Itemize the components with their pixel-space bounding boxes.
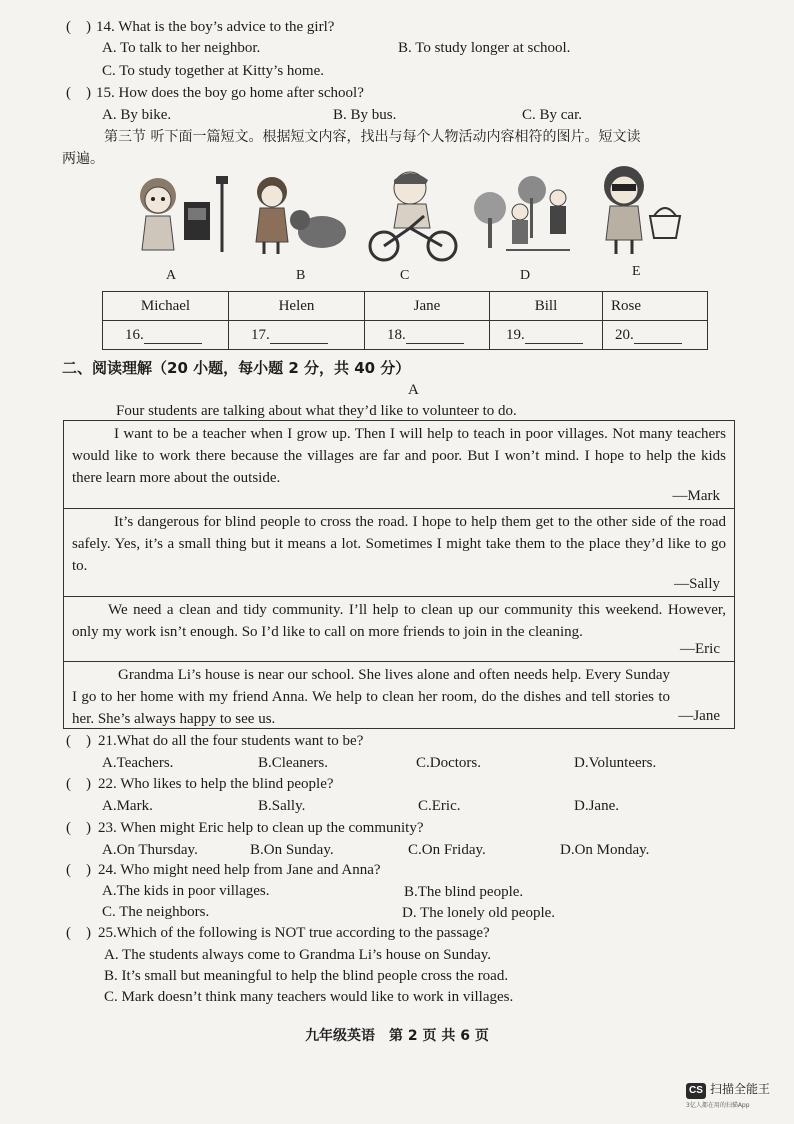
name-helen: Helen — [229, 292, 365, 321]
picture-label-a: A — [166, 268, 177, 283]
passage-box-sally — [63, 508, 735, 597]
q25-option-b: B. It’s small but meaningful to help the blind people cross the road. — [104, 968, 509, 984]
name-rose: Rose — [603, 292, 708, 321]
answer-paren-23[interactable]: ( ) — [66, 820, 91, 836]
picture-d-planting-trees — [470, 168, 580, 260]
q24-option-d: D. The lonely old people. — [402, 905, 556, 921]
answer-blank-19[interactable] — [525, 329, 583, 344]
passage-label: A — [408, 382, 419, 398]
answer-number-19: 19. — [506, 326, 525, 343]
reading-section-heading: 二、阅读理解（20 小题，每小题 2 分，共 40 分） — [62, 359, 411, 377]
answer-paren-14[interactable]: ( ) — [66, 19, 91, 35]
answer-cell-17[interactable] — [229, 321, 365, 350]
picture-c-boy-on-bike — [364, 166, 464, 266]
passage-box-jane — [63, 661, 735, 729]
q15-option-a: A. By bike. — [102, 107, 172, 123]
answer-cell-20[interactable] — [603, 321, 708, 350]
passage-text-jane: Grandma Li’s house is near our school. She lives alone and often needs help. Every Sunday I go to her home with my friend Anna. We help to clean her room, do the dishes and tell stories to her. She’s always happy to see us. — [72, 667, 670, 727]
cs-logo-icon: CS — [686, 1083, 706, 1099]
answer-paren-15[interactable]: ( ) — [66, 85, 91, 101]
name-jane: Jane — [365, 292, 490, 321]
question-24-stem: 24. Who might need help from Jane and Anna? — [98, 862, 381, 878]
picture-b-girl-with-dog — [244, 172, 354, 262]
scanner-app-tagline: 3亿人都在用的扫描App — [686, 1102, 750, 1109]
question-21-stem: 21.What do all the four students want to be? — [98, 733, 364, 749]
q14-option-c: C. To study together at Kitty’s home. — [102, 63, 324, 79]
picture-a-girl-at-desk — [120, 172, 240, 262]
answer-paren-21[interactable]: ( ) — [66, 733, 91, 749]
picture-label-c: C — [400, 268, 410, 283]
passage-intro: Four students are talking about what they’d like to volunteer to do. — [116, 403, 517, 419]
signature-jane: —Jane — [678, 708, 720, 724]
answer-cell-18[interactable] — [365, 321, 490, 350]
q15-option-c: C. By car. — [522, 107, 582, 123]
q15-option-b: B. By bus. — [333, 107, 397, 123]
answer-number-20: 20. — [615, 326, 634, 343]
q22-option-a: A.Mark. — [102, 798, 153, 814]
scanner-app-logo — [686, 1080, 771, 1109]
answer-cell-19[interactable] — [490, 321, 603, 350]
answer-number-16: 16. — [125, 326, 144, 343]
picture-label-d: D — [520, 268, 531, 283]
answer-blank-17[interactable] — [270, 329, 328, 344]
question-25-stem: 25.Which of the following is NOT true according to the passage? — [98, 925, 490, 941]
q21-option-b: B.Cleaners. — [258, 755, 328, 771]
name-michael: Michael — [103, 292, 229, 321]
q23-option-c: C.On Friday. — [408, 842, 486, 858]
answer-number-18: 18. — [387, 326, 406, 343]
q21-option-d: D.Volunteers. — [574, 755, 657, 771]
answer-blank-20[interactable] — [634, 329, 682, 344]
signature-mark: —Mark — [672, 488, 720, 504]
q24-option-b: B.The blind people. — [404, 884, 524, 900]
picture-label-e: E — [632, 264, 641, 279]
table-row — [103, 292, 708, 321]
q24-option-c: C. The neighbors. — [102, 904, 210, 920]
scanner-app-name: 扫描全能王 — [710, 1082, 771, 1096]
answer-number-17: 17. — [251, 326, 270, 343]
q21-option-c: C.Doctors. — [416, 755, 481, 771]
picture-label-b: B — [296, 268, 306, 283]
q25-option-a: A. The students always come to Grandma Li’s house on Sunday. — [104, 947, 492, 963]
question-22-stem: 22. Who likes to help the blind people? — [98, 776, 334, 792]
section3-instruction-cont: 两遍。 — [62, 151, 104, 167]
section3-instruction: 第三节 听下面一篇短文。根据短文内容，找出与每个人物活动内容相符的图片。短文读 — [104, 129, 641, 145]
passage-text-sally: It’s dangerous for blind people to cross the road. I hope to help them get to the other side of the road safely. Yes, it’s a small thing but it means a lot. Sometimes I might take them to the place they’d like to go to. — [72, 514, 726, 574]
q23-option-b: B.On Sunday. — [250, 842, 334, 858]
answer-paren-24[interactable]: ( ) — [66, 862, 91, 878]
q21-option-a: A.Teachers. — [102, 755, 174, 771]
matching-table — [102, 291, 708, 350]
q22-option-b: B.Sally. — [258, 798, 306, 814]
passage-text-eric: We need a clean and tidy community. I’ll help to clean up our community this weekend. However, only my work isn’t enough. So I’d like to call on more friends to join in the cleaning. — [72, 602, 726, 640]
q22-option-d: D.Jane. — [574, 798, 619, 814]
q14-option-a: A. To talk to her neighbor. — [102, 40, 261, 56]
answer-paren-25[interactable]: ( ) — [66, 925, 91, 941]
question-15-stem: 15. How does the boy go home after school? — [96, 85, 364, 101]
question-14-stem: 14. What is the boy’s advice to the girl? — [96, 19, 335, 35]
q25-option-c: C. Mark doesn’t think many teachers would like to work in villages. — [104, 989, 514, 1005]
table-row — [103, 321, 708, 350]
picture-e-girl-with-basket — [584, 160, 694, 260]
passage-box-mark — [63, 420, 735, 509]
answer-blank-16[interactable] — [144, 329, 202, 344]
page-footer: 九年级英语 第 2 页 共 6 页 — [305, 1028, 489, 1044]
answer-blank-18[interactable] — [406, 329, 464, 344]
answer-paren-22[interactable]: ( ) — [66, 776, 91, 792]
answer-cell-16[interactable] — [103, 321, 229, 350]
signature-eric: —Eric — [680, 641, 720, 657]
q24-option-a: A.The kids in poor villages. — [102, 883, 270, 899]
question-23-stem: 23. When might Eric help to clean up the community? — [98, 820, 424, 836]
q14-option-b: B. To study longer at school. — [398, 40, 571, 56]
passage-box-eric — [63, 596, 735, 662]
q23-option-d: D.On Monday. — [560, 842, 650, 858]
q22-option-c: C.Eric. — [418, 798, 461, 814]
name-bill: Bill — [490, 292, 603, 321]
signature-sally: —Sally — [674, 576, 720, 592]
passage-text-mark: I want to be a teacher when I grow up. Then I will help to teach in poor villages. Not many teachers would like to work there because the villages are far and poor. But I won’t mind. I hope to help the kids there learn more about the outside. — [72, 426, 726, 486]
q23-option-a: A.On Thursday. — [102, 842, 198, 858]
